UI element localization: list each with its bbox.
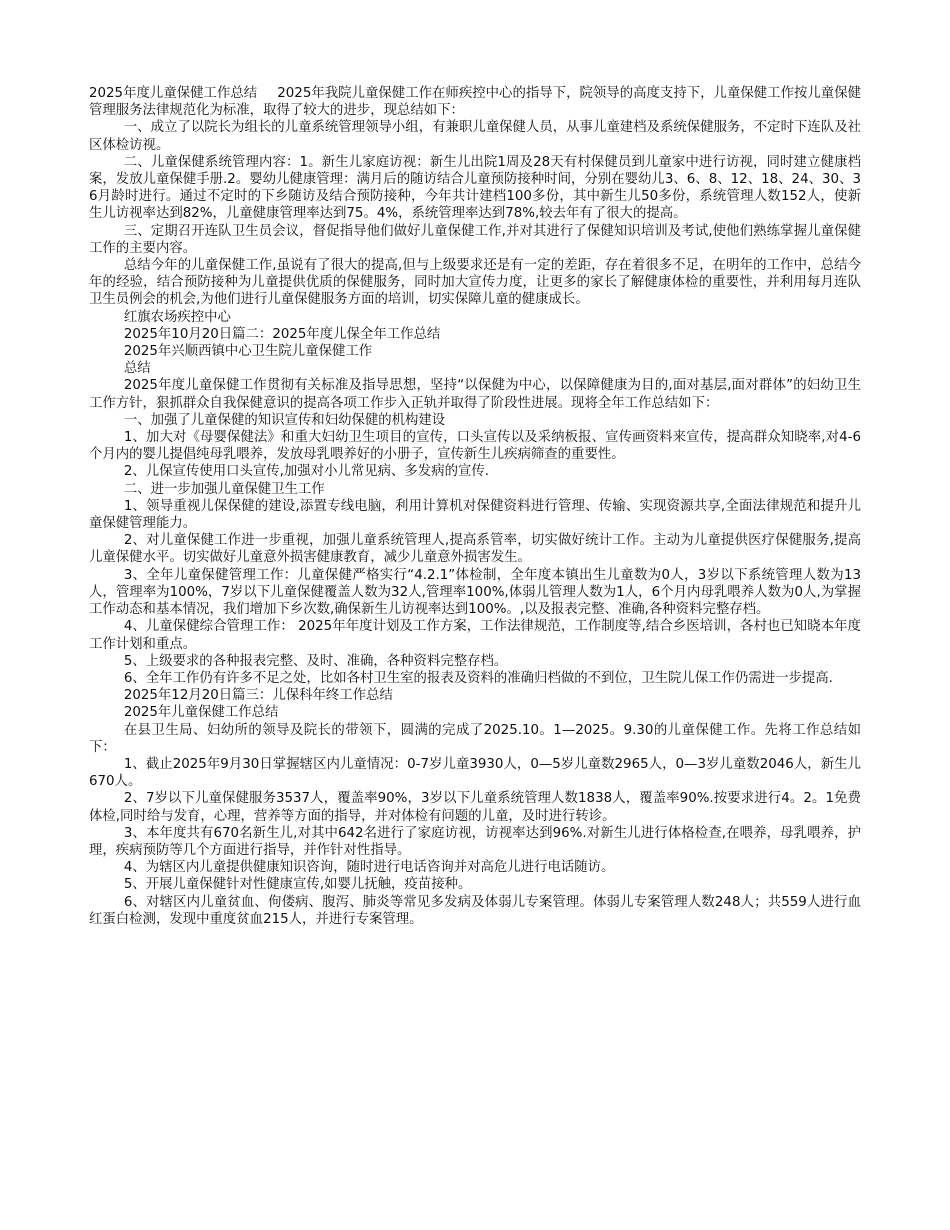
section-title: 2025年儿童保健工作总结 xyxy=(123,705,279,721)
signature-org: 红旗农场疾控中心 xyxy=(123,309,231,325)
paragraph: 4、儿童保健综合管理工作： 2025年年度计划及工作方案，工作法律规范，工作制度等,结合乡医培训，各村也已知晓本年度工作计划和重点。 xyxy=(89,619,861,652)
subheading: 一、加强了儿童保健的知识宣传和妇幼保健的机构建设 xyxy=(123,412,446,428)
paragraph: 4、为辖区内儿童提供健康知识咨询，随时进行电话咨询并对高危儿进行电话随访。 xyxy=(123,860,615,876)
document-title: 2025年度儿童保健工作总结 xyxy=(89,86,258,101)
section-title: 2025年兴顺西镇中心卫生院儿童保健工作 xyxy=(123,344,373,360)
paragraph: 总结今年的儿童保健工作,虽说有了很大的提高,但与上级要求还是有一定的差距，存在着很多不足，在明年的工作中，总结今年的经验，结合预防接种为儿童提供优质的保健服务，同时加大宣传力度，让更多的家长了解健康体检的重要性，并利用每月连队卫生员例会的机会,为他们进行儿童保健服务方面的培训，切实保障儿童的健康成长。 xyxy=(89,258,861,308)
paragraph: 5、上级要求的各种报表完整、及时、准确，各种资料完整存档。 xyxy=(123,653,508,669)
paragraph: 6、对辖区内儿童贫血、佝偻病、腹泻、肺炎等常见多发病及体弱儿专案管理。体弱儿专案管理人数248人；共559人进行血红蛋白检测，发现中重度贫血215人，并进行专案管理。 xyxy=(89,894,861,927)
paragraph: 2、对儿童保健工作进一步重视，加强儿童系统管理人,提高系管率，切实做好统计工作。主动为儿童提供医疗保健服务,提高儿童保健水平。切实做好儿童意外损害健康教育，减少儿童意外损害发生。 xyxy=(89,533,861,566)
section-date-heading: 2025年10月20日篇二：2025年度儿保全年工作总结 xyxy=(123,326,441,342)
paragraph: 2、7岁以下儿童保健服务3537人，覆盖率90%，3岁以下儿童系统管理人数1838人，覆盖率90%.按要求进行4。2。1免费体检,同时给与发育，心理，营养等方面的指导，并对体检有问题的儿童，及时进行转诊。 xyxy=(89,791,861,824)
section-date-heading: 2025年12月20日篇三：儿保科年终工作总结 xyxy=(123,688,393,704)
paragraph: 1、加大对《母婴保健法》和重大妇幼卫生项目的宣传，口头宣传以及采纳板报、宣传画资料来宣传，提高群众知晓率,对4-6个月内的婴儿提倡纯母乳喂养，发放母乳喂养好的小册子，宣传新生儿疾病筛查的重要性。 xyxy=(89,430,861,463)
paragraph: 一、成立了以院长为组长的儿童系统管理领导小组，有兼职儿童保健人员，从事儿童建档及系统保健服务，不定时下连队及社区体检访视。 xyxy=(89,120,861,153)
paragraph: 1、截止2025年9月30日掌握辖区内儿童情况：0-7岁儿童3930人，0—5岁儿童数2965人，0—3岁儿童数2046人，新生儿670人。 xyxy=(89,756,861,790)
paragraph: 二、儿童保健系统管理内容：1。新生儿家庭访视：新生儿出院1周及28天有村保健员到儿童家中进行访视，同时建立健康档案，发放儿童保健手册.2。婴幼儿健康管理：满月后的随访结合儿童预防接种时间，分别在婴幼儿3、6、8、12、18、24、30、36月龄时进行。通过不定时的下乡随访及结合预防接种，今年共计建档100多份，其中新生儿50多份，系统管理人数152人，使新生儿访视率达到82%，儿童健康管理率达到75。4%，系统管理率达到78%,较去年有了很大的提高。 xyxy=(89,154,861,222)
subheading: 二、进一步加强儿童保健卫生工作 xyxy=(123,481,325,497)
section-title: 总结 xyxy=(123,361,151,377)
document-page xyxy=(89,85,861,928)
paragraph: 6、全年工作仍有许多不足之处，比如各村卫生室的报表及资料的准确归档做的不到位，卫生院儿保工作仍需进一步提高. xyxy=(123,670,833,686)
paragraph: 三、定期召开连队卫生员会议，督促指导他们做好儿童保健工作,并对其进行了保健知识培训及考试,使他们熟练掌握儿童保健工作的主要内容。 xyxy=(89,223,861,256)
paragraph: 1、领导重视儿保保健的建设,添置专线电脑，利用计算机对保健资料进行管理、传输、实现资源共享,全面法律规范和提升儿童保健管理能力。 xyxy=(89,498,861,532)
paragraph: 3、全年儿童保健管理工作：儿童保健严格实行“4.2.1”体检制，全年度本镇出生儿童数为0人，3岁以下系统管理人数为13人，管理率为100%，7岁以下儿童保健覆盖人数为32人,管理率100%,体弱儿管理人数为1人，6个月内母乳喂养人数为0人,为掌握工作动态和基本情况，我们增加下乡次数,确保新生儿访视率达到100%。,以及报表完整、准确,各种资料完整存档。 xyxy=(89,567,861,618)
paragraph: 2025年度儿童保健工作贯彻有关标准及指导思想，坚持“以保健为中心，以保障健康为目的,面对基层,面对群体”的妇幼卫生工作方针，狠抓群众自我保健意识的提高各项工作步入正轨并取得了阶段性进展。现将全年工作总结如下： xyxy=(89,378,861,411)
paragraph: 2、儿保宣传使用口头宣传,加强对小儿常见病、多发病的宣传. xyxy=(123,464,490,480)
paragraph-text: 2025年我院儿童保健工作在师疾控中心的指导下，院领导的高度支持下，儿童保健工作按儿童保健管理服务法律规范化为标准，取得了较大的进步，现总结如下： xyxy=(89,86,862,119)
paragraph-intro xyxy=(89,85,861,119)
paragraph: 在县卫生局、妇幼所的领导及院长的带领下，圆满的完成了2025.10。1—2025。9.30的儿童保健工作。先将工作总结如下： xyxy=(89,722,861,755)
paragraph: 5、开展儿童保健针对性健康宣传,如婴儿抚触，疫苗接种。 xyxy=(123,877,472,893)
paragraph: 3、本年度共有670名新生儿,对其中642名进行了家庭访视，访视率达到96%.对新生儿进行体格检查,在喂养，母乳喂养，护理，疾病预防等几个方面进行指导，并作针对性指导。 xyxy=(89,825,861,858)
